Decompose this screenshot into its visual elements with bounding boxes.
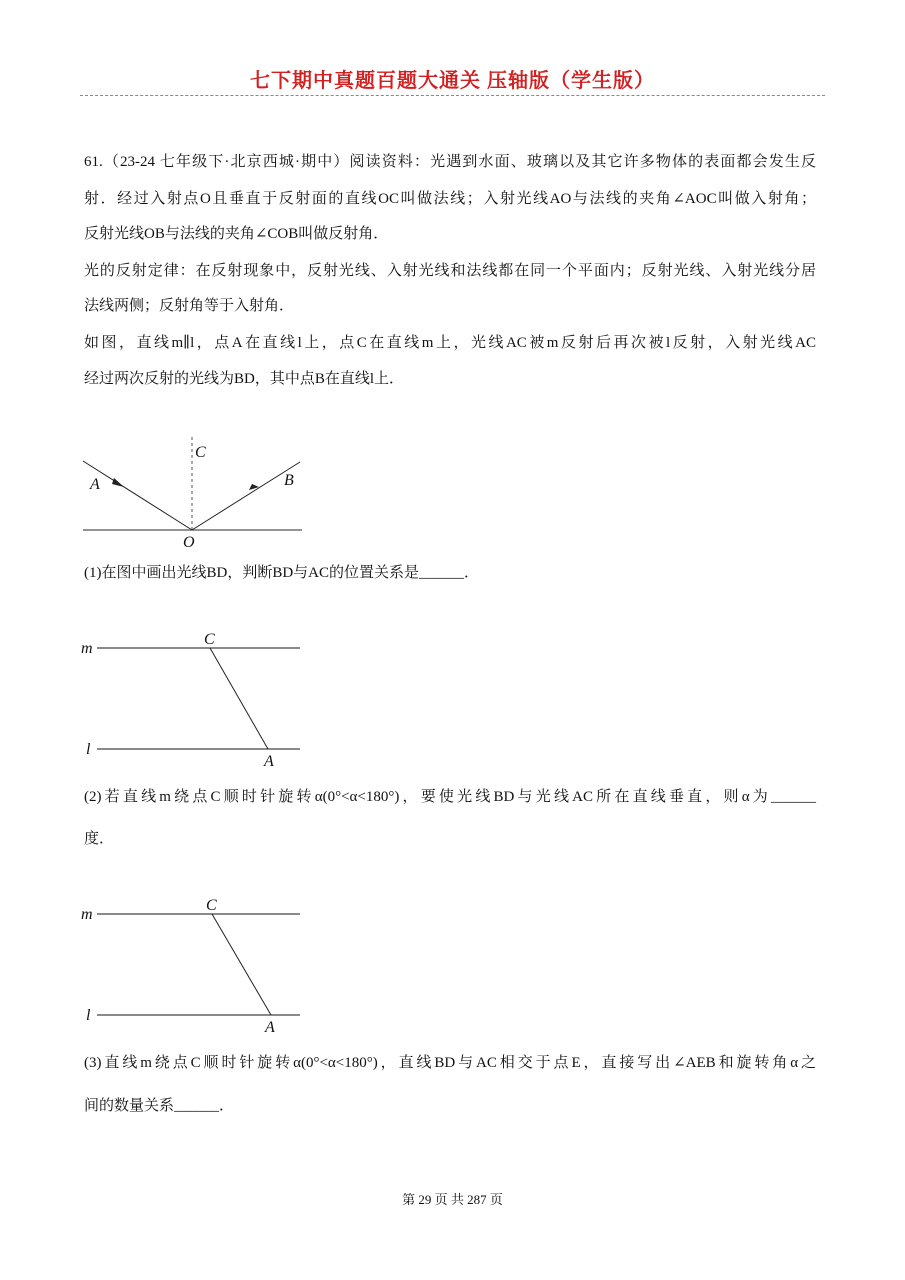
problem-text-line: 光的反射定律：在反射现象中，反射光线、入射光线和法线都在同一个平面内；反射光线、入射光线分居 [84, 263, 816, 279]
question-3-line: 间的数量关系______． [84, 1098, 235, 1114]
label-c: C [204, 631, 215, 648]
question-2-line: (2)若直线m绕点C顺时针旋转α(0°<α<180°)，要使光线BD与光线AC所在直线垂直，则α为______ [84, 789, 816, 805]
arrow-icon [112, 478, 124, 487]
page-number: 第 29 页 共 287 页 [402, 1192, 503, 1207]
problem-text-line: 如图，直线m∥l，点A在直线l上，点C在直线m上，光线AC被m反射后再次被l反射，入射光线AC [84, 335, 816, 351]
label-m: m [81, 640, 93, 657]
label-o: O [183, 534, 195, 551]
figure-parallel-lines-1 [81, 631, 300, 770]
label-b: B [284, 472, 294, 489]
label-a: A [265, 1019, 275, 1036]
problem-text-line: 射．经过入射点O且垂直于反射面的直线OC叫做法线；入射光线AO与法线的夹角∠AOC叫做入射角； [84, 191, 816, 207]
label-a: A [264, 753, 274, 770]
label-a: A [90, 476, 100, 493]
label-c: C [195, 444, 206, 461]
label-c: C [206, 897, 217, 914]
label-l: l [86, 1007, 91, 1024]
figure-reflection [83, 437, 302, 551]
label-l: l [86, 741, 91, 758]
label-m: m [81, 906, 93, 923]
problem-text-line: 61.（23-24 七年级下·北京西城·期中）阅读资料：光遇到水面、玻璃以及其它许多物体的表面都会发生反 [84, 154, 816, 170]
page-header-title: 七下期中真题百题大通关 压轴版（学生版） [250, 70, 655, 92]
question-2-line: 度． [84, 831, 115, 847]
problem-text-line: 反射光线OB与法线的夹角∠COB叫做反射角． [84, 226, 389, 242]
problem-text-line: 经过两次反射的光线为BD，其中点B在直线l上． [84, 371, 405, 387]
question-3-line: (3)直线m绕点C顺时针旋转α(0°<α<180°)，直线BD与AC相交于点E，直接写出∠AEB和旋转角α之 [84, 1055, 816, 1071]
figure-parallel-lines-2 [81, 897, 300, 1036]
problem-text-line: 法线两侧；反射角等于入射角． [84, 298, 295, 314]
question-1: (1)在图中画出光线BD，判断BD与AC的位置关系是______． [84, 565, 480, 581]
